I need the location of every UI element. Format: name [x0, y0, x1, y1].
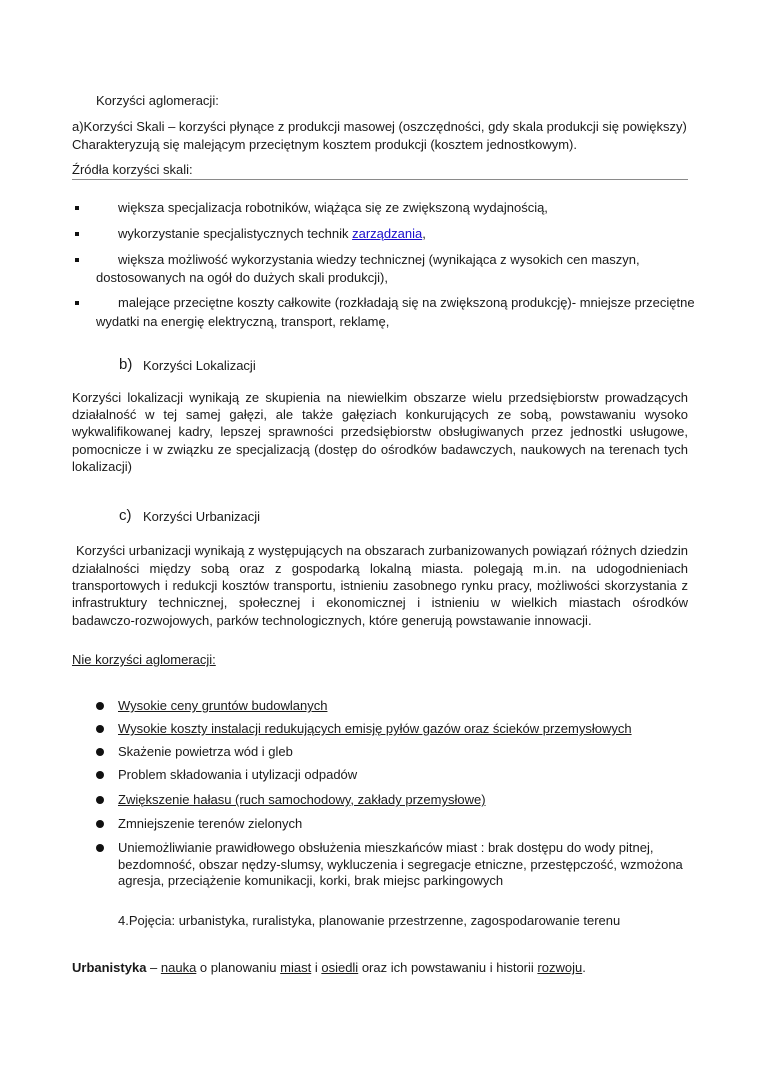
bullet-icon	[96, 748, 104, 756]
scale-line: a)Korzyści Skali – korzyści płynące z produkcji masowej (oszczędności, gdy skala produkcji się powiększy)	[72, 119, 687, 134]
osiedli-link[interactable]: osiedli	[321, 960, 359, 975]
disadvantages-title: Nie korzyści aglomeracji:	[72, 652, 216, 667]
square-bullet-icon	[75, 301, 79, 305]
list-item: malejące przeciętne koszty całkowite (rozkładają się na zwiększoną produkcję)- mniejsze przeciętne	[118, 295, 695, 310]
bullet-icon	[96, 796, 104, 804]
list-item: Zmniejszenie terenów zielonych	[118, 816, 303, 831]
scale-line: Charakteryzują się malejącym przeciętnym kosztem produkcji (kosztem jednostkowym).	[72, 137, 577, 152]
text: i	[311, 960, 322, 975]
text: o planowaniu	[196, 960, 281, 975]
list-item: Uniemożliwianie prawidłowego obsłużenia mieszkańców miast : brak dostępu do wody pitnej,	[118, 840, 654, 855]
paragraph-line: lokalizacji)	[72, 459, 132, 474]
paragraph-line: pomocnicze i w związku ze specjalizacją (dostęp do ośrodków badawczych, naukowych na terenach tych	[72, 442, 688, 457]
definition	[72, 960, 586, 976]
bullet-icon	[96, 771, 104, 779]
list-item: Skażenie powietrza wód i gleb	[118, 744, 293, 759]
paragraph-line: działalności między sobą oraz z gospodarką lokalną miasta. polegają m.in. na udogodnieniach	[72, 561, 688, 576]
rozwoju-link[interactable]: rozwoju	[537, 960, 583, 975]
bullet-icon	[96, 820, 104, 828]
section-heading: Korzyści aglomeracji:	[96, 93, 219, 108]
list-item: większa możliwość wykorzystania wiedzy technicznej (wynikająca z wysokich cen maszyn,	[118, 252, 640, 267]
square-bullet-icon	[75, 206, 79, 210]
list-item: Wysokie ceny gruntów budowlanych	[118, 698, 328, 713]
paragraph-line: wykwalifikowanej kadry, lepszej sprawności przedsiębiorstw obsługiwanych przez jednostki usługowe,	[72, 424, 688, 439]
concepts-heading: 4.Pojęcia: urbanistyka, ruralistyka, planowanie przestrzenne, zagospodarowanie terenu	[118, 913, 621, 928]
list-item: Problem składowania i utylizacji odpadów	[118, 767, 358, 782]
paragraph-line: Korzyści urbanizacji wynikają z występujących na obszarach zurbanizowanych powiązań różnych dziedzin	[76, 543, 688, 558]
miast-link[interactable]: miast	[280, 960, 312, 975]
paragraph-line: badawczo-rozwojowych, parków technologicznych, które generują powstawanie innowacji.	[72, 613, 592, 628]
list-item: Wysokie koszty instalacji redukujących emisję pyłów gazów oraz ścieków przemysłowych	[118, 721, 632, 736]
list-item	[118, 226, 426, 242]
text: –	[146, 960, 161, 975]
text: .	[582, 960, 586, 975]
list-item: większa specjalizacja robotników, wiążąca się ze zwiększoną wydajnością,	[118, 200, 548, 215]
list-item-continuation: dostosowanych na ogół do dużych skali produkcji),	[96, 270, 388, 285]
sources-title: Źródła korzyści skali:	[72, 162, 193, 177]
definition-term: Urbanistyka	[72, 960, 147, 975]
section-title: Korzyści Lokalizacji	[143, 358, 256, 373]
list-item-continuation: wydatki na energię elektryczną, transport, reklamę,	[96, 314, 390, 329]
section-marker: b)	[119, 356, 133, 373]
list-item: Zwiększenie hałasu (ruch samochodowy, zakłady przemysłowe)	[118, 792, 486, 807]
bullet-icon	[96, 844, 104, 852]
list-item-continuation: agresja, przeciążenie komunikacji, korki, brak miejsc parkingowych	[118, 873, 504, 888]
section-marker: c)	[119, 507, 132, 524]
zarzadzania-link[interactable]: zarządzania	[352, 226, 423, 241]
nauka-link[interactable]: nauka	[160, 960, 197, 975]
paragraph-line: infrastruktury technicznej, społecznej i ekonomicznej i istnieniu w wielkich miastach ośrodków	[72, 595, 688, 610]
list-item-continuation: bezdomność, obszar nędzy-slumsy, wykluczenia i segregacje etniczne, przestępczość, wzmożona	[118, 857, 683, 872]
paragraph-line: Korzyści lokalizacji wynikają ze skupienia na niewielkim obszarze wielu przedsiębiorstw prowadzących	[72, 390, 688, 405]
bullet-icon	[96, 702, 104, 710]
section-title: Korzyści Urbanizacji	[143, 509, 261, 524]
divider	[72, 179, 688, 180]
paragraph-line: działalność w tej samej gałęzi, ale także gałęziach konkurujących ze sobą, powstawaniu wysoko	[72, 407, 688, 422]
list-item-text: wykorzystanie specjalistycznych technik	[118, 226, 353, 241]
bullet-icon	[96, 725, 104, 733]
paragraph-line: transportowych i redukcji kosztów transportu, istnieniu zasobnego rynku pracy, możliwości skorzystania z	[72, 578, 688, 593]
list-item-punct: ,	[422, 226, 426, 241]
square-bullet-icon	[75, 232, 79, 236]
square-bullet-icon	[75, 258, 79, 262]
text: oraz ich powstawaniu i historii	[358, 960, 538, 975]
